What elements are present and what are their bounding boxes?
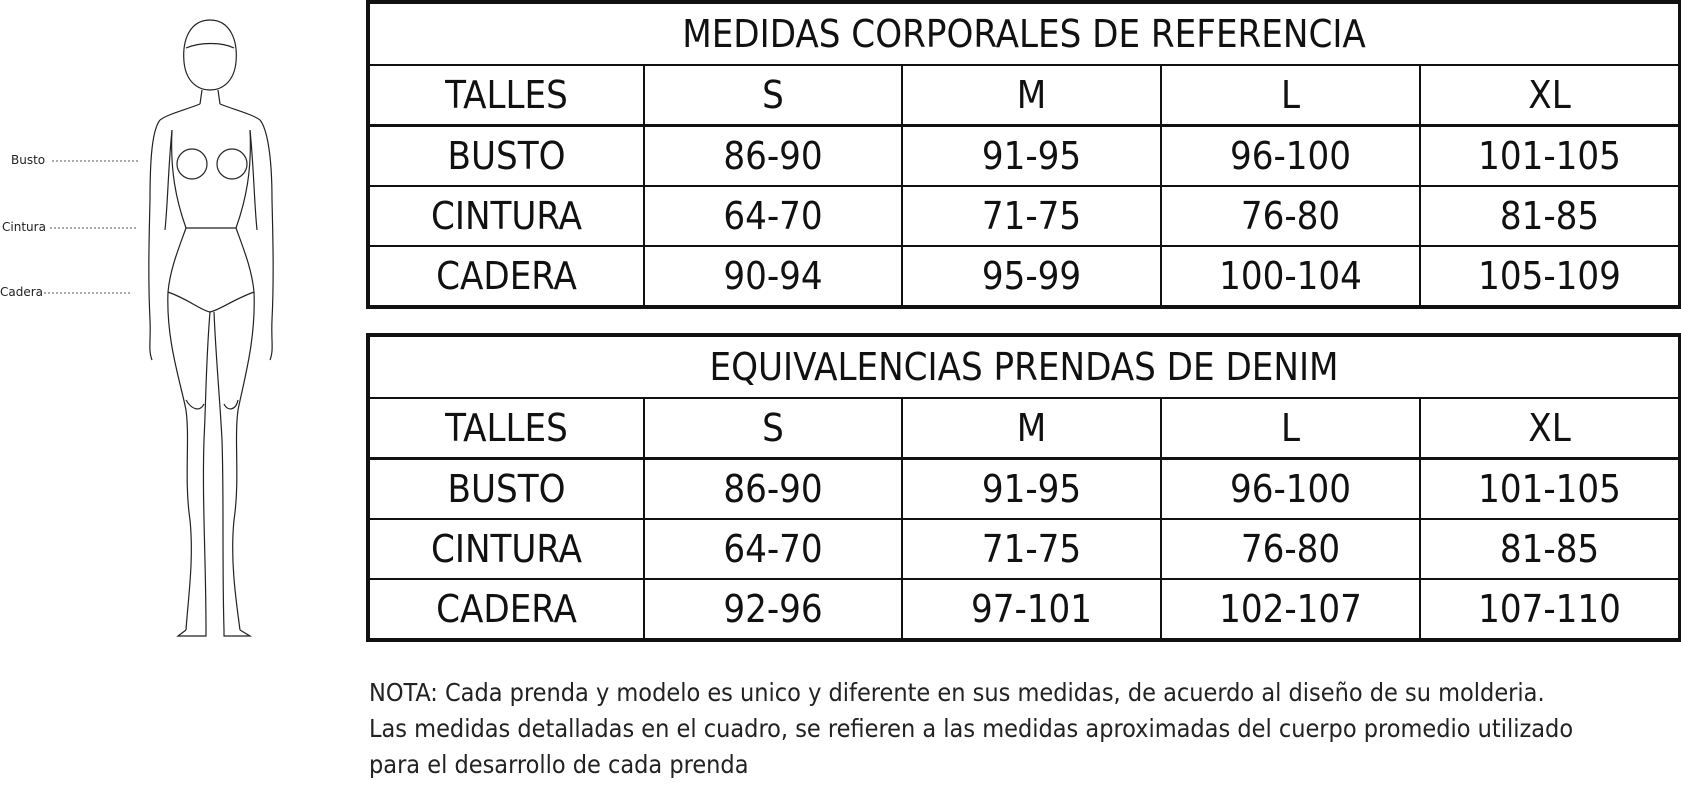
table-cell: 91-95 xyxy=(902,126,1161,187)
table-row xyxy=(368,459,1680,520)
body-measurements-table xyxy=(366,0,1681,309)
table-cell: 95-99 xyxy=(902,246,1161,307)
table-row xyxy=(368,246,1680,307)
table-cell: 76-80 xyxy=(1161,186,1420,246)
header-cell: L xyxy=(1161,398,1420,459)
table-cell: 81-85 xyxy=(1420,519,1680,579)
table-cell: 101-105 xyxy=(1420,459,1680,520)
header-cell: TALLES xyxy=(368,65,644,126)
row-label: BUSTO xyxy=(368,459,644,520)
table-cell: 76-80 xyxy=(1161,519,1420,579)
table-cell: 71-75 xyxy=(902,519,1161,579)
table-title: EQUIVALENCIAS PRENDAS DE DENIM xyxy=(368,335,1680,398)
table-cell: 100-104 xyxy=(1161,246,1420,307)
table-cell: 96-100 xyxy=(1161,459,1420,520)
header-cell: S xyxy=(644,65,902,126)
header-cell: TALLES xyxy=(368,398,644,459)
footnote xyxy=(369,675,1669,783)
table-row xyxy=(368,126,1680,187)
table-cell: 81-85 xyxy=(1420,186,1680,246)
table-cell: 102-107 xyxy=(1161,579,1420,640)
header-cell: XL xyxy=(1420,65,1680,126)
denim-equivalences-table xyxy=(366,333,1681,642)
table-cell: 101-105 xyxy=(1420,126,1680,187)
table-cell: 105-109 xyxy=(1420,246,1680,307)
table-cell: 96-100 xyxy=(1161,126,1420,187)
cintura-label: Cintura xyxy=(2,220,46,234)
table-row xyxy=(368,519,1680,579)
header-cell: M xyxy=(902,65,1161,126)
table-cell: 64-70 xyxy=(644,519,902,579)
table-cell: 90-94 xyxy=(644,246,902,307)
note-line: Las medidas detalladas en el cuadro, se refieren a las medidas aproximadas del cuerpo promedio utilizado xyxy=(369,714,1574,743)
table-header-row xyxy=(368,398,1680,459)
body-figure-drawing xyxy=(0,0,300,650)
header-cell: L xyxy=(1161,65,1420,126)
header-cell: XL xyxy=(1420,398,1680,459)
cadera-label: Cadera xyxy=(0,285,44,299)
table-cell: 92-96 xyxy=(644,579,902,640)
header-cell: S xyxy=(644,398,902,459)
table-row xyxy=(368,186,1680,246)
table-cell: 64-70 xyxy=(644,186,902,246)
row-label: CADERA xyxy=(368,579,644,640)
table-title: MEDIDAS CORPORALES DE REFERENCIA xyxy=(368,2,1680,65)
table-cell: 86-90 xyxy=(644,126,902,187)
header-cell: M xyxy=(902,398,1161,459)
note-line: para el desarrollo de cada prenda xyxy=(369,750,749,779)
row-label: CADERA xyxy=(368,246,644,307)
table-cell: 71-75 xyxy=(902,186,1161,246)
row-label: CINTURA xyxy=(368,519,644,579)
table-row xyxy=(368,579,1680,640)
table-cell: 97-101 xyxy=(902,579,1161,640)
note-line: NOTA: Cada prenda y modelo es unico y diferente en sus medidas, de acuerdo al diseño de su molderia. xyxy=(369,678,1545,707)
body-figure xyxy=(0,0,300,650)
table-cell: 86-90 xyxy=(644,459,902,520)
table-cell: 107-110 xyxy=(1420,579,1680,640)
table-header-row xyxy=(368,65,1680,126)
busto-label: Busto xyxy=(11,153,46,167)
table-cell: 91-95 xyxy=(902,459,1161,520)
row-label: BUSTO xyxy=(368,126,644,187)
row-label: CINTURA xyxy=(368,186,644,246)
